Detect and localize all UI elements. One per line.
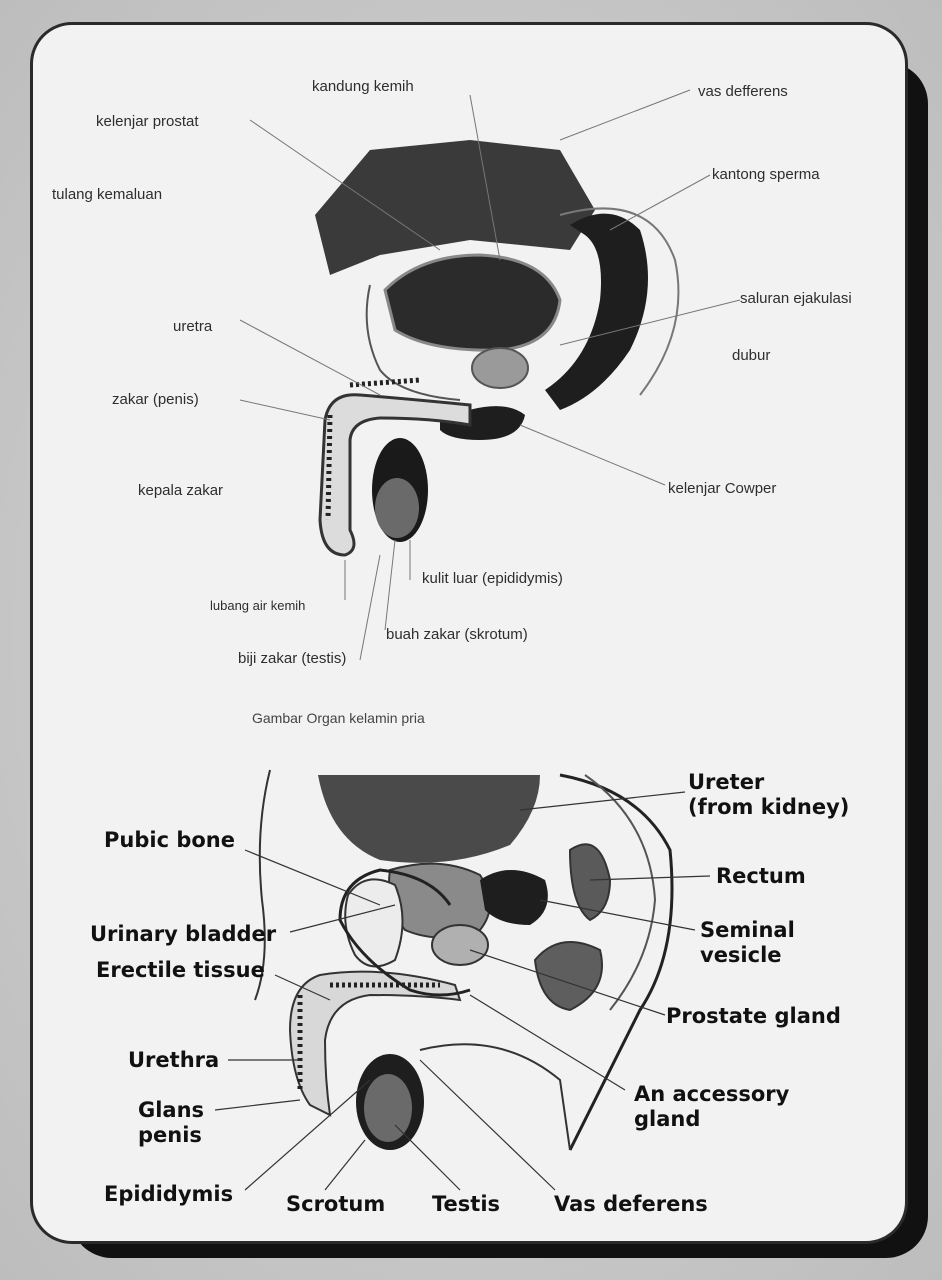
label-saluran-ejakulasi: saluran ejakulasi [740, 290, 852, 307]
top-prostate [472, 348, 528, 388]
label-accessory-gland [634, 1082, 789, 1132]
label-scrotum: Scrotum [286, 1192, 386, 1216]
label-kulit-luar: kulit luar (epididymis) [422, 570, 563, 587]
top-bladder-region [315, 140, 595, 275]
label-glans-penis [138, 1098, 204, 1148]
bottom-upper-organ [318, 775, 540, 863]
bottom-rectum-lower [535, 942, 602, 1010]
label-vas-defferens: vas defferens [698, 83, 788, 100]
label-vas-deferens: Vas deferens [554, 1192, 708, 1216]
label-dubur: dubur [732, 347, 771, 364]
bottom-perineum [420, 1044, 570, 1150]
top-bladder-inner [385, 255, 560, 350]
label-seminal-vesicle [700, 918, 795, 968]
figure-caption: Gambar Organ kelamin pria [252, 710, 425, 726]
bottom-seminal-vesicle [480, 870, 548, 925]
label-ureter-line2: (from kidney) [688, 795, 850, 819]
label-pubic-bone: Pubic bone [104, 828, 235, 852]
label-kandung-kemih: kandung kemih [312, 78, 414, 95]
label-glans-line2: penis [138, 1123, 202, 1147]
bottom-pubic-bone [345, 879, 402, 966]
label-accessory-line2: gland [634, 1107, 701, 1131]
label-glans-line1: Glans [138, 1098, 205, 1122]
label-testis: Testis [432, 1192, 501, 1216]
bottom-prostate [432, 925, 488, 965]
label-accessory-line1: An accessory [634, 1082, 790, 1106]
label-kepala-zakar: kepala zakar [138, 482, 224, 499]
label-urinary-bladder: Urinary bladder [90, 922, 277, 946]
label-buah-zakar: buah zakar (skrotum) [386, 626, 528, 643]
label-kantong-sperma: kantong sperma [712, 166, 820, 183]
label-ureter-line1: Ureter [688, 770, 765, 794]
label-seminal-line1: Seminal [700, 918, 795, 942]
label-zakar-penis: zakar (penis) [112, 391, 199, 408]
top-testis [375, 478, 419, 538]
label-prostate-gland: Prostate gland [666, 1004, 841, 1028]
label-uretra: uretra [173, 318, 213, 335]
label-kelenjar-cowper: kelenjar Cowper [668, 480, 777, 497]
bottom-rectum [570, 844, 610, 920]
label-rectum: Rectum [716, 864, 806, 888]
label-urethra: Urethra [128, 1048, 220, 1072]
label-ureter [688, 770, 849, 820]
label-erectile-tissue: Erectile tissue [96, 958, 265, 982]
label-epididymis: Epididymis [104, 1182, 234, 1206]
label-biji-zakar: biji zakar (testis) [238, 650, 347, 667]
bottom-testis [364, 1074, 412, 1142]
label-lubang-air-kemih: lubang air kemih [210, 598, 306, 613]
label-kelenjar-prostat: kelenjar prostat [96, 113, 199, 130]
label-tulang-kemaluan: tulang kemaluan [52, 186, 163, 203]
label-seminal-line2: vesicle [700, 943, 782, 967]
